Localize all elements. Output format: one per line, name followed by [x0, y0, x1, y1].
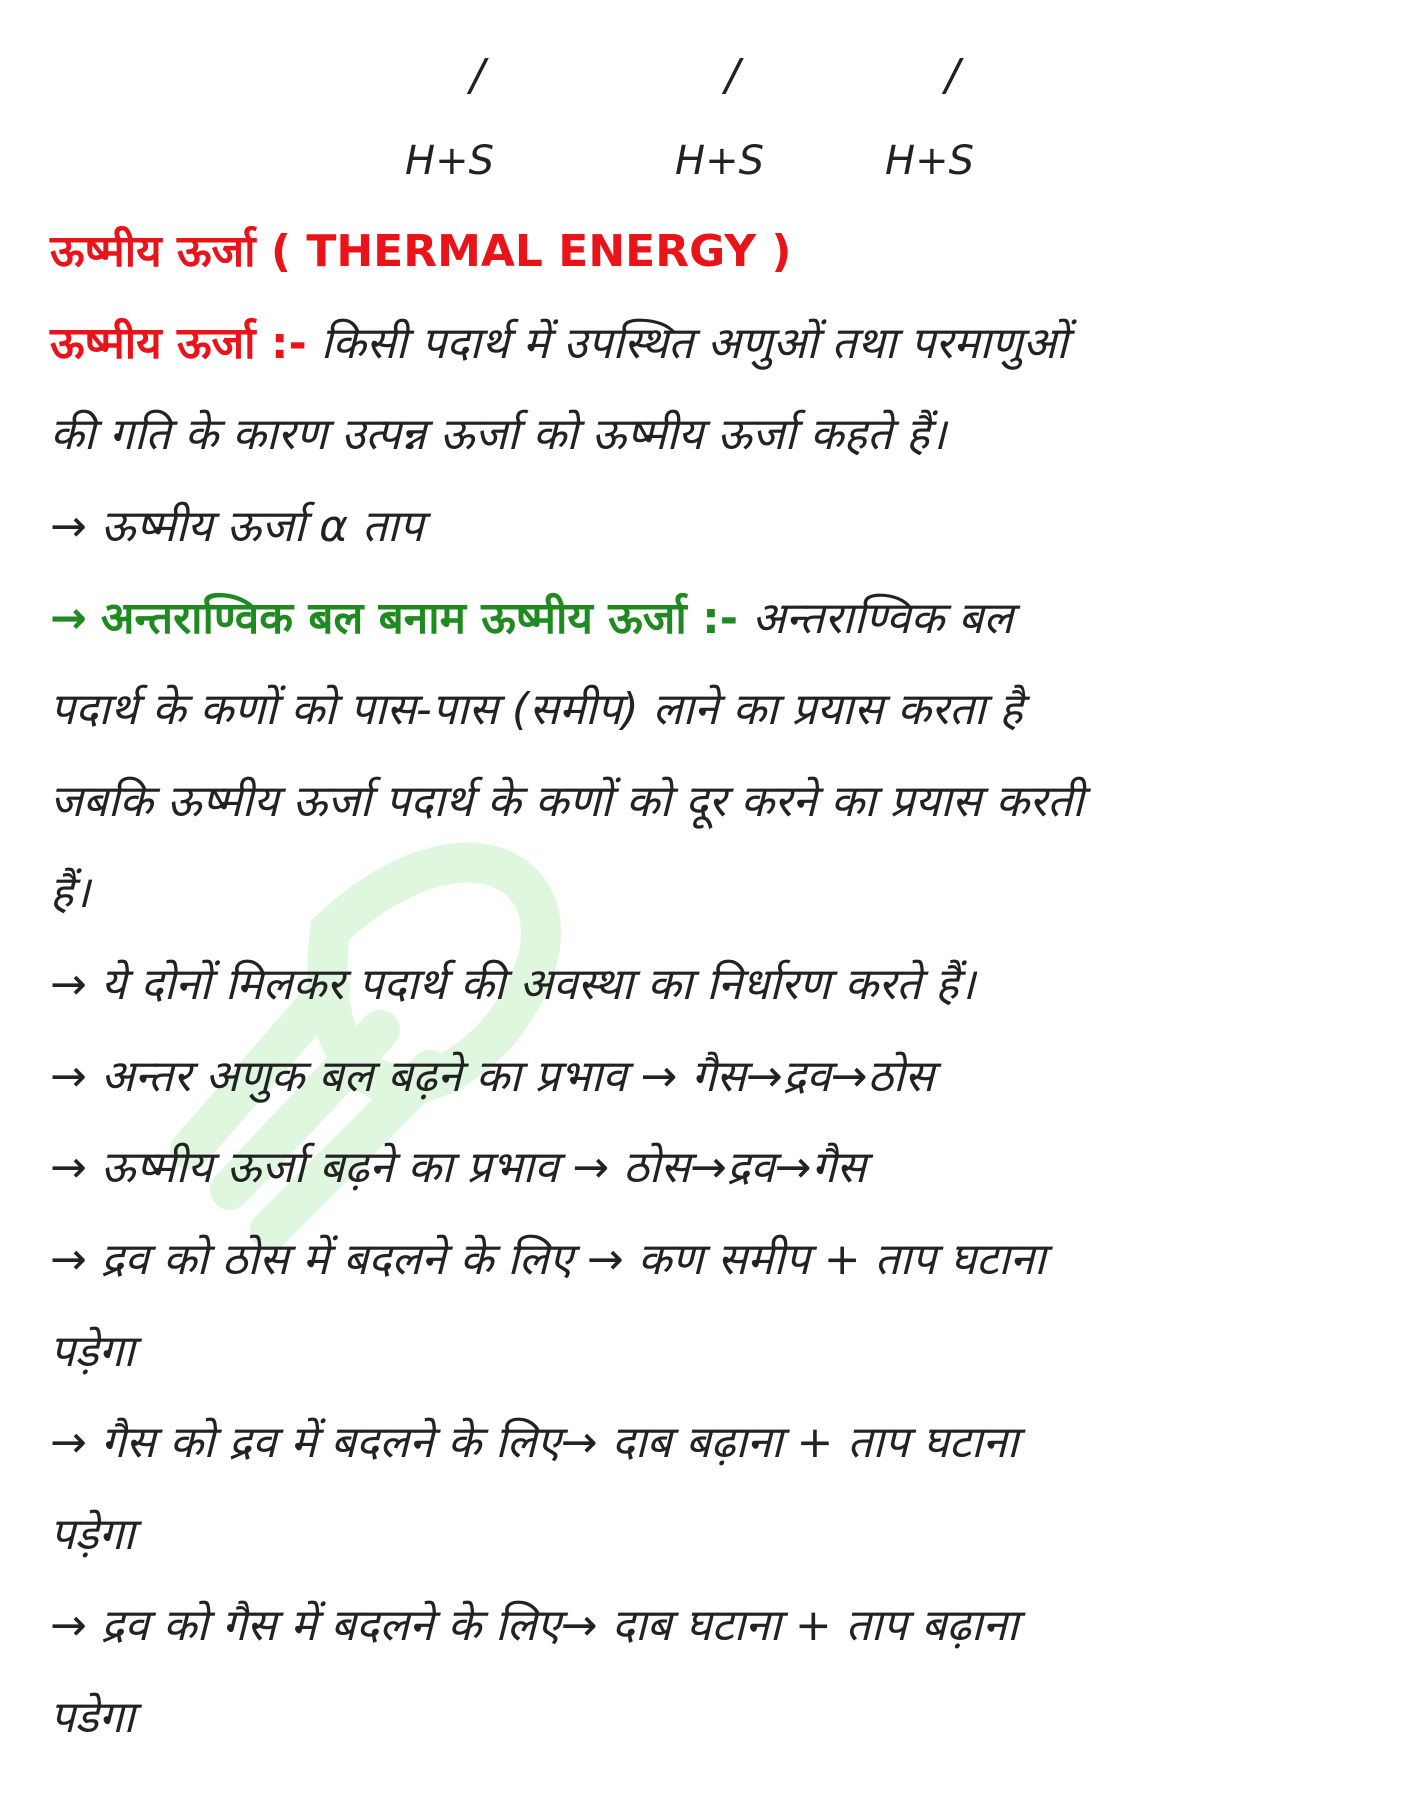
- point-4-continuation: पड़ेगा: [50, 1326, 135, 1377]
- arrow-icon: →: [50, 1142, 87, 1193]
- point-6-text: द्रव को गैस में बदलने के लिए→ दाब घटाना + ताप बढ़ाना: [100, 1600, 1019, 1651]
- arrow-icon: →: [50, 1417, 87, 1468]
- intermolecular-term: अन्तराण्विक बल बनाम ऊष्मीय ऊर्जा :-: [100, 593, 738, 644]
- point-3: [50, 1142, 867, 1193]
- watermark-logo: [150, 430, 1230, 1250]
- point-4: [50, 1234, 1046, 1285]
- intermolecular-line-4: हैं।: [50, 867, 91, 918]
- point-1-text: ये दोनों मिलकर पदार्थ की अवस्था का निर्धारण करते हैं।: [100, 959, 976, 1010]
- point-5: [50, 1417, 1019, 1468]
- point-4-text: द्रव को ठोस में बदलने के लिए → कण समीप + ताप घटाना: [100, 1234, 1046, 1285]
- point-6: [50, 1600, 1019, 1651]
- definition-text-1: किसी पदार्थ में उपस्थित अणुओं तथा परमाणुओं: [320, 318, 1068, 369]
- point-3-text: ऊष्मीय ऊर्जा बढ़ने का प्रभाव → ठोस→द्रव→गैस: [100, 1142, 867, 1193]
- section-heading: ऊष्मीय ऊर्जा ( THERMAL ENERGY ): [50, 226, 792, 277]
- slash-3: /: [945, 50, 960, 101]
- arrow-icon: →: [50, 1600, 87, 1651]
- point-2: [50, 1051, 935, 1102]
- arrow-icon: →: [50, 593, 87, 644]
- label-hs-2: H+S: [675, 138, 764, 184]
- proportion-text: ऊष्मीय ऊर्जा α ताप: [100, 501, 424, 552]
- point-1: [50, 959, 976, 1010]
- proportion-line: [50, 501, 424, 552]
- definition-line-2: की गति के कारण उत्पन्न ऊर्जा को ऊष्मीय ऊर्जा कहते हैं।: [50, 409, 947, 460]
- intermolecular-line-1: [50, 593, 1014, 644]
- slash-2: /: [725, 50, 740, 101]
- point-5-text: गैस को द्रव में बदलने के लिए→ दाब बढ़ाना + ताप घटाना: [100, 1417, 1019, 1468]
- intermolecular-line-3: जबकि ऊष्मीय ऊर्जा पदार्थ के कणों को दूर करने का प्रयास करती: [50, 776, 1084, 827]
- label-hs-3: H+S: [885, 138, 974, 184]
- arrow-icon: →: [50, 959, 87, 1010]
- arrow-icon: →: [50, 1051, 87, 1102]
- slash-1: /: [470, 50, 485, 101]
- arrow-icon: →: [50, 501, 87, 552]
- point-5-continuation: पड़ेगा: [50, 1509, 135, 1560]
- definition-line-1: [50, 318, 1068, 369]
- definition-term: ऊष्मीय ऊर्जा :-: [50, 318, 307, 369]
- point-6-continuation: पडेगा: [50, 1692, 135, 1743]
- intermolecular-line-2: पदार्थ के कणों को पास-पास (समीप) लाने का प्रयास करता है: [50, 684, 1023, 735]
- label-hs-1: H+S: [405, 138, 494, 184]
- arrow-icon: →: [50, 1234, 87, 1285]
- point-2-text: अन्तर अणुक बल बढ़ने का प्रभाव → गैस→द्रव→ठोस: [100, 1051, 935, 1102]
- intermolecular-text-1: अन्तराण्विक बल: [751, 593, 1014, 644]
